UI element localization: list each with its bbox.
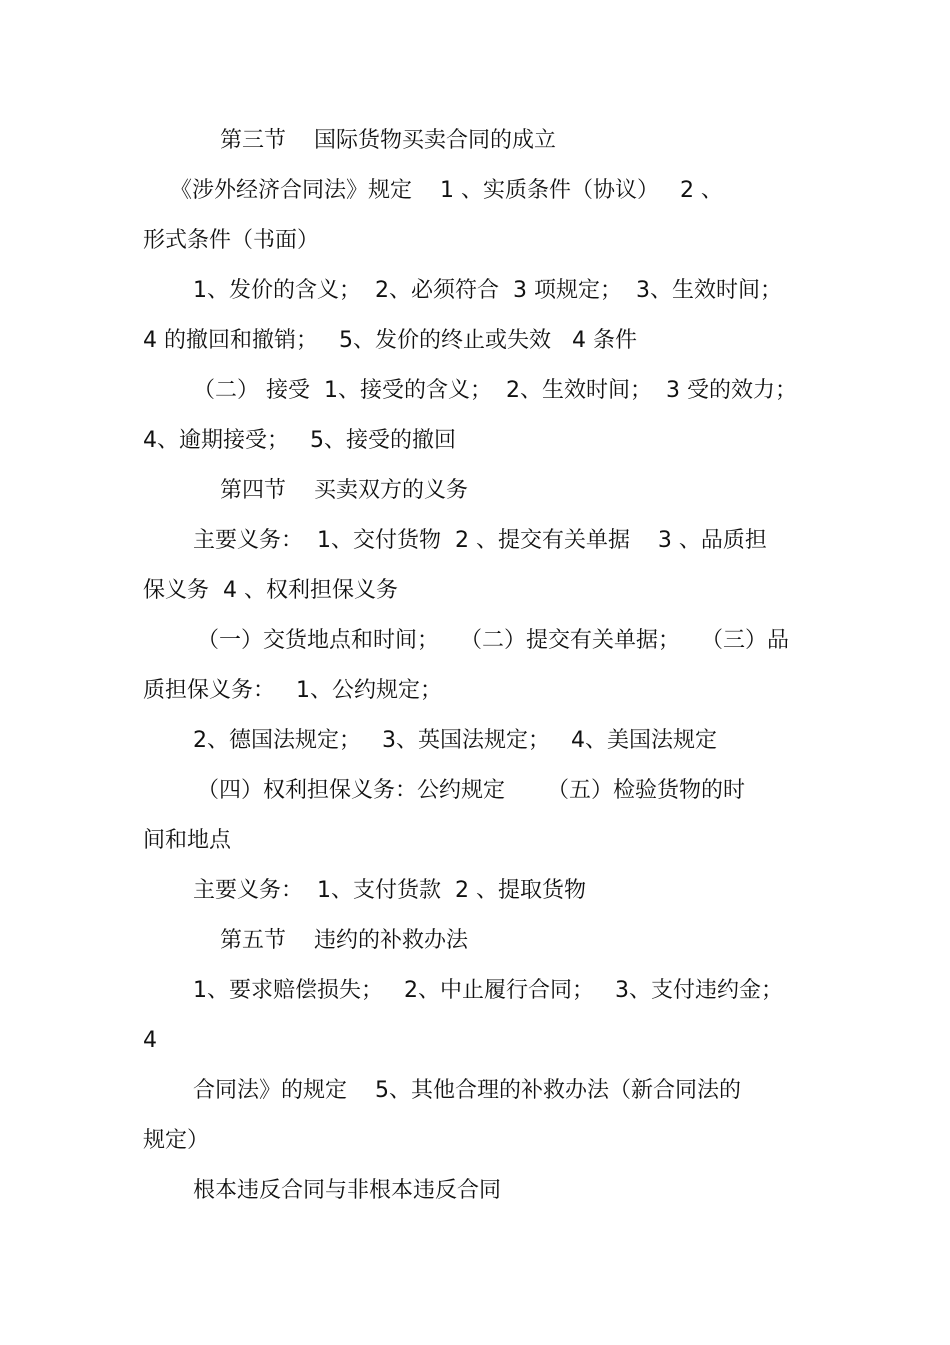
text-line: 主要义务： 1、交付货物 2 、提交有关单据 3 、品质担 (193, 528, 767, 553)
text-line: 形式条件（书面） (143, 228, 320, 253)
section-heading-5: 第五节 违约的补救办法 (220, 928, 468, 953)
text-line: 合同法》的规定 5、其他合理的补救办法（新合同法的 (193, 1078, 741, 1103)
text-line: 规定） (143, 1128, 210, 1153)
text-line: （二） 接受 1、接受的含义； 2、生效时间； 3 受的效力； (193, 378, 797, 403)
text-line: 4 (143, 1028, 157, 1053)
text-line: （一）交货地点和时间； （二）提交有关单据； （三）品 (197, 628, 789, 653)
text-line: 质担保义务： 1、公约规定； (143, 678, 442, 703)
text-line: 主要义务： 1、支付货款 2 、提取货物 (193, 878, 586, 903)
text-line: 4 的撤回和撤销； 5、发价的终止或失效 4 条件 (143, 328, 637, 353)
text-line: 4、逾期接受； 5、接受的撤回 (143, 428, 456, 453)
text-line: 1、要求赔偿损失； 2、中止履行合同； 3、支付违约金； (193, 978, 783, 1003)
text-line: （四）权利担保义务：公约规定 （五）检验货物的时 (197, 778, 745, 803)
text-line: 保义务 4 、权利担保义务 (143, 578, 398, 603)
section-heading-3: 第三节 国际货物买卖合同的成立 (220, 128, 556, 153)
section-heading-4: 第四节 买卖双方的义务 (220, 478, 468, 503)
text-line: 《涉外经济合同法》规定 1 、实质条件（协议） 2 、 (170, 178, 723, 203)
text-line: 1、发价的含义； 2、必须符合 3 项规定； 3、生效时间； (193, 278, 782, 303)
text-line: 根本违反合同与非根本违反合同 (193, 1178, 502, 1203)
text-line: 2、德国法规定； 3、英国法规定； 4、美国法规定 (193, 728, 717, 753)
text-line: 间和地点 (143, 828, 232, 853)
